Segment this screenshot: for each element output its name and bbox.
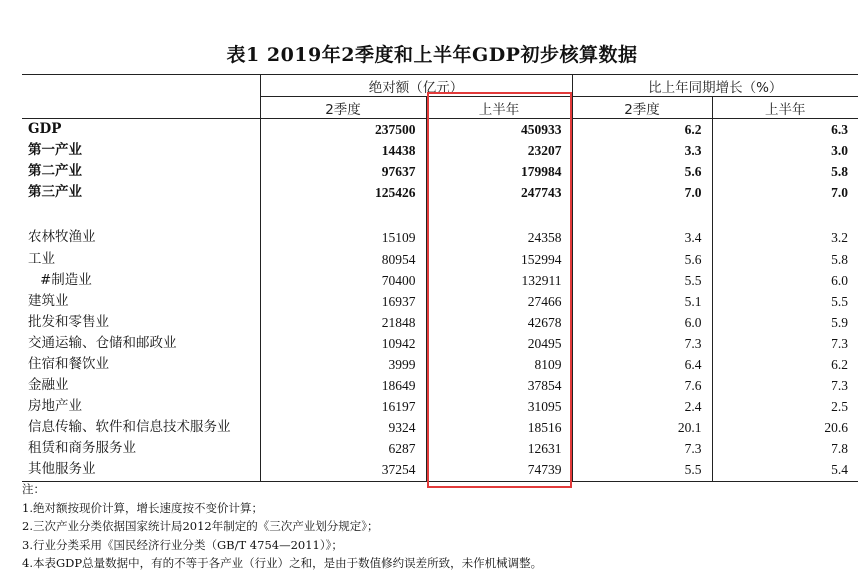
row-label: 第一产业 [28,142,82,159]
table-row [22,182,858,203]
cell-abs-q2: 70400 [260,270,426,291]
cell-growth-h1: 7.8 [712,438,858,459]
header-row-groups [22,75,858,97]
cell-abs-h1: 247743 [426,182,572,203]
cell-growth-q2: 5.5 [572,459,712,481]
cell-growth-h1: 6.3 [712,119,858,141]
table-row [22,375,858,396]
header-growth-h1: 上半年 [712,97,858,119]
cell-abs-q2: 16197 [260,396,426,417]
table-row [22,417,858,438]
cell-growth-q2: 5.1 [572,291,712,312]
row-label: 金融业 [28,377,69,394]
cell-growth-q2: 3.4 [572,227,712,248]
cell-abs-h1: 20495 [426,333,572,354]
header-absolute-value: 绝对额（亿元） [260,75,572,97]
header-growth-q2: 2季度 [572,97,712,119]
header-abs-q2: 2季度 [260,97,426,119]
cell-abs-h1: 23207 [426,140,572,161]
row-label: 农林牧渔业 [28,229,96,246]
table-row [22,459,858,481]
cell-growth-q2: 7.3 [572,438,712,459]
row-label: 建筑业 [28,292,69,309]
cell-growth-q2: 7.6 [572,375,712,396]
cell-growth-h1: 6.2 [712,354,858,375]
cell-abs-q2: 80954 [260,248,426,269]
cell-abs-h1: 31095 [426,396,572,417]
cell-abs-h1: 74739 [426,459,572,481]
table-row [22,396,858,417]
cell-growth-q2: 20.1 [572,417,712,438]
table-body [22,119,858,482]
cell-abs-q2: 97637 [260,161,426,182]
cell-abs-q2: 6287 [260,438,426,459]
cell-abs-q2: 10942 [260,333,426,354]
table-row [22,354,858,375]
cell-growth-q2: 2.4 [572,396,712,417]
cell-abs-q2: 18649 [260,375,426,396]
cell-abs-h1: 132911 [426,270,572,291]
row-label: 住宿和餐饮业 [28,355,109,372]
header-row-periods [22,97,858,119]
cell-growth-h1: 7.3 [712,375,858,396]
cell-growth-h1: 3.0 [712,140,858,161]
cell-growth-h1: 20.6 [712,417,858,438]
row-label: 房地产业 [28,398,82,415]
cell-abs-q2: 9324 [260,417,426,438]
row-label: GDP [28,121,62,138]
table-row [22,270,858,291]
cell-abs-h1: 12631 [426,438,572,459]
cell-growth-q2: 6.2 [572,119,712,141]
cell-abs-h1: 27466 [426,291,572,312]
cell-abs-h1: 24358 [426,227,572,248]
cell-abs-h1: 37854 [426,375,572,396]
cell-abs-q2: 15109 [260,227,426,248]
table-row [22,227,858,248]
cell-abs-h1: 42678 [426,312,572,333]
cell-growth-h1: 5.8 [712,248,858,269]
cell-abs-h1: 179984 [426,161,572,182]
row-label: 第二产业 [28,163,82,180]
table-row [22,291,858,312]
cell-growth-q2: 7.0 [572,182,712,203]
cell-growth-h1: 5.4 [712,459,858,481]
footnote-4: 4.本表GDP总量数据中，有的不等于各产业（行业）之和，是由于数值修约误差所致，未作机械调整。 [22,556,543,570]
table-row [22,161,858,182]
footnote-1: 1.绝对额按现价计算，增长速度按不变价计算； [22,500,263,515]
spacer-row [22,203,858,227]
row-label: 第三产业 [28,184,82,201]
table-row [22,438,858,459]
row-label: 信息传输、软件和信息技术服务业 [28,419,231,436]
header-blank [22,75,260,97]
row-label: 工业 [28,250,55,267]
row-label: 租赁和商务服务业 [28,440,136,457]
cell-growth-h1: 2.5 [712,396,858,417]
row-label: 交通运输、仓储和邮政业 [28,334,177,351]
cell-growth-q2: 7.3 [572,333,712,354]
cell-abs-h1: 8109 [426,354,572,375]
cell-growth-q2: 6.4 [572,354,712,375]
table-title: 表1 2019年2季度和上半年GDP初步核算数据 [226,44,638,66]
cell-abs-q2: 125426 [260,182,426,203]
table-row [22,140,858,161]
row-label: 其他服务业 [22,459,260,481]
cell-growth-h1: 7.0 [712,182,858,203]
cell-growth-h1: 6.0 [712,270,858,291]
cell-growth-q2: 5.6 [572,248,712,269]
table-row [22,312,858,333]
cell-growth-q2: 6.0 [572,312,712,333]
cell-abs-q2: 37254 [260,459,426,481]
cell-growth-h1: 5.9 [712,312,858,333]
cell-abs-q2: 16937 [260,291,426,312]
header-blank-2 [22,97,260,119]
cell-growth-h1: 3.2 [712,227,858,248]
table-row [22,119,858,141]
cell-abs-q2: 21848 [260,312,426,333]
row-label: #制造业 [40,271,92,288]
cell-abs-h1: 450933 [426,119,572,141]
cell-growth-q2: 5.6 [572,161,712,182]
cell-abs-h1: 152994 [426,248,572,269]
cell-abs-q2: 237500 [260,119,426,141]
cell-abs-h1: 18516 [426,417,572,438]
footnotes [22,480,858,573]
row-label: 批发和零售业 [28,313,109,330]
cell-growth-h1: 7.3 [712,333,858,354]
gdp-table [22,74,858,482]
header-abs-h1: 上半年 [426,97,572,119]
header-growth-rate: 比上年同期增长（%） [572,75,858,97]
cell-abs-q2: 14438 [260,140,426,161]
cell-growth-h1: 5.5 [712,291,858,312]
footnote-3: 3.行业分类采用《国民经济行业分类（GB/T 4754—2011）》； [22,537,343,552]
table-row [22,333,858,354]
footnote-2: 2.三次产业分类依据国家统计局2012年制定的《三次产业划分规定》； [22,519,379,533]
cell-growth-q2: 3.3 [572,140,712,161]
cell-abs-q2: 3999 [260,354,426,375]
cell-growth-q2: 5.5 [572,270,712,291]
footnote-heading: 注： [22,482,45,496]
cell-growth-h1: 5.8 [712,161,858,182]
table-row [22,248,858,269]
